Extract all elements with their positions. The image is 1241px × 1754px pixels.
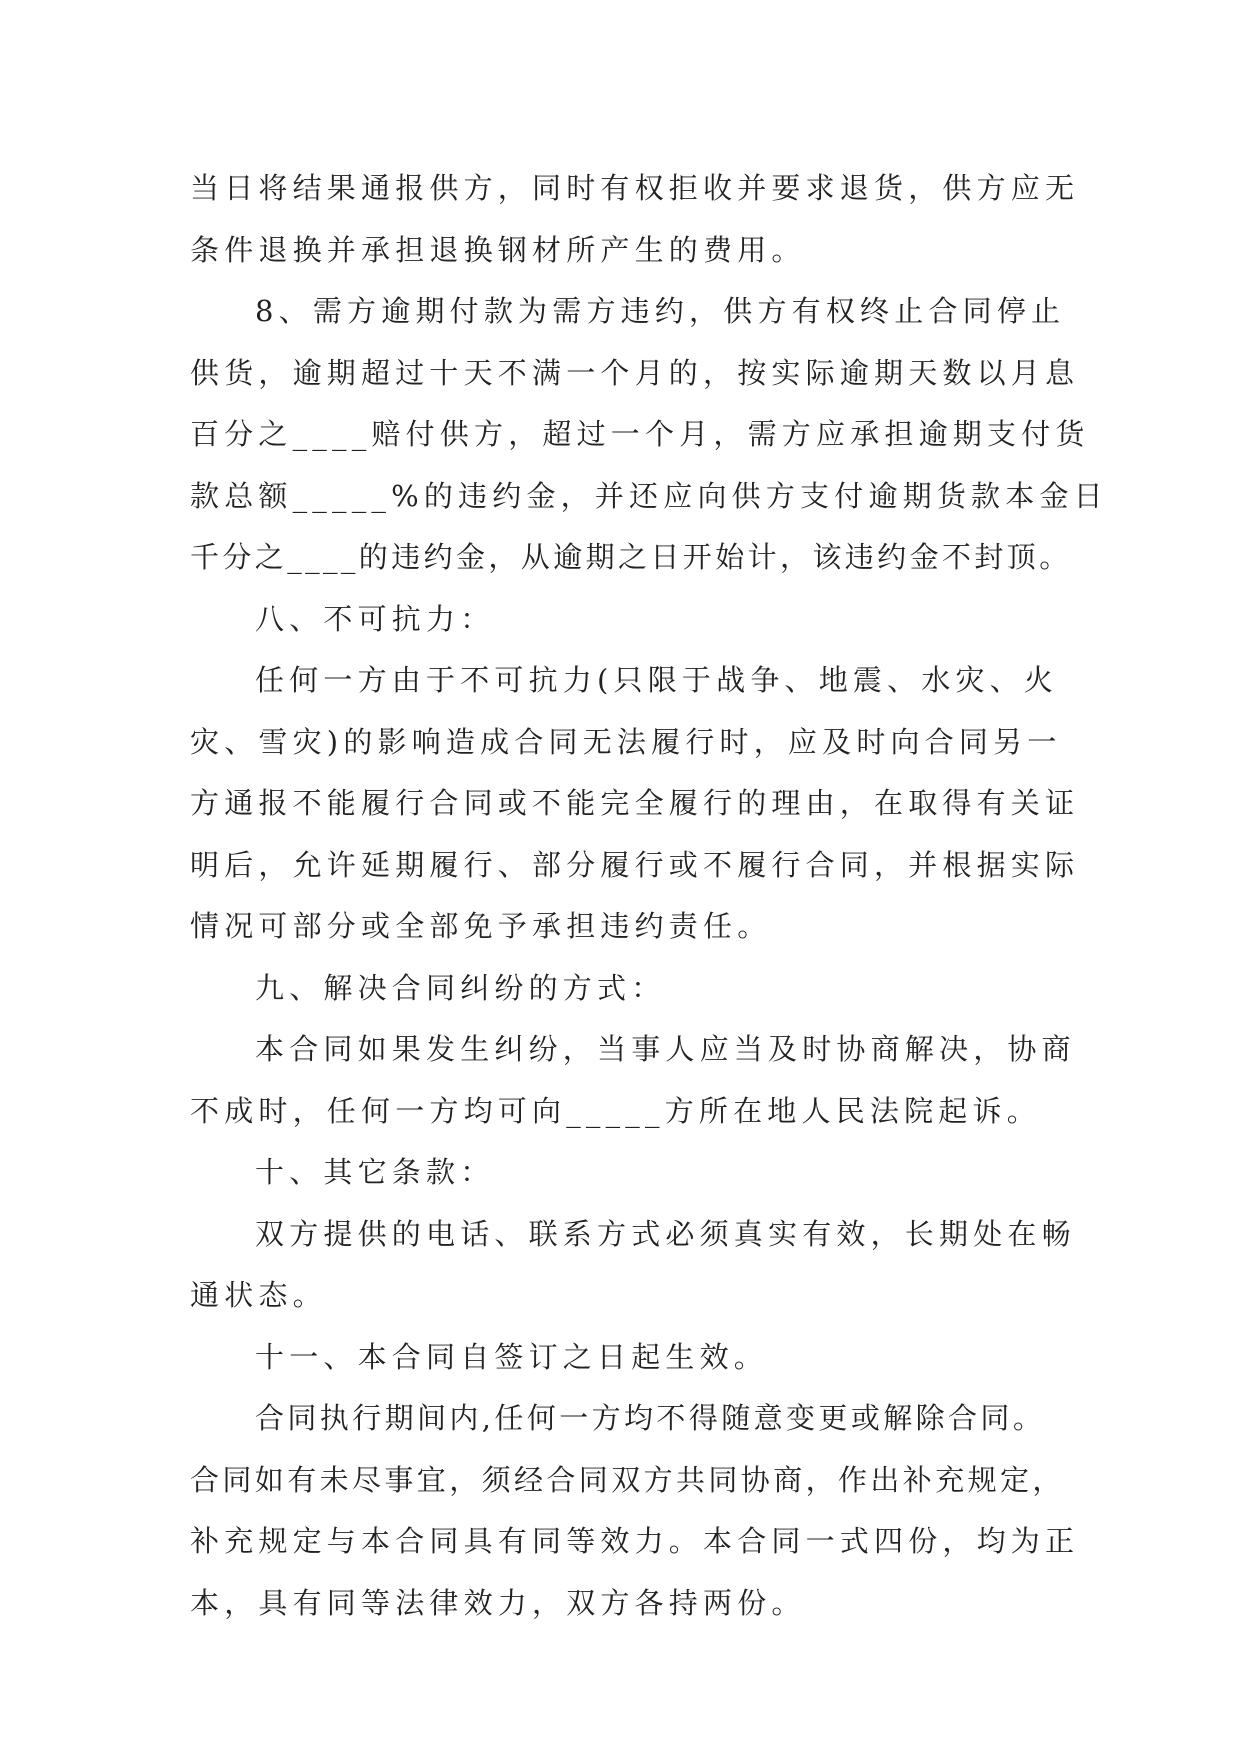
text-line: 情况可部分或全部免予承担违约责任。 (190, 909, 772, 943)
section-heading-8: 八、不可抗力： (255, 601, 495, 636)
text-line: 合同执行期间内,任何一方均不得随意变更或解除合同。 (255, 1401, 1046, 1435)
clause-8-line: 8、需方逾期付款为需方违约，供方有权终止合同停止 (255, 294, 1066, 328)
text-line: 合同如有未尽事宜，须经合同双方共同协商，作出补充规定， (190, 1462, 1065, 1497)
text-line: 明后，允许延期履行、部分履行或不履行合同，并根据实际 (190, 847, 1080, 882)
section-heading-11: 十一、本合同自签订之日起生效。 (255, 1339, 769, 1374)
text-line: 本合同如果发生纠纷，当事人应当及时协商解决，协商 (255, 1032, 1076, 1066)
text-line: 不成时，任何一方均可向_____方所在地人民法院起诉。 (190, 1093, 1041, 1128)
section-heading-10: 十、其它条款： (255, 1155, 495, 1189)
text-line: 百分之____赔付供方，超过一个月，需方应承担逾期支付货 (190, 417, 1090, 451)
text-line: 供货，逾期超过十天不满一个月的，按实际逾期天数以月息 (190, 355, 1080, 390)
text-line: 本，具有同等法律效力，双方各持两份。 (190, 1585, 806, 1620)
text-line: 双方提供的电话、联系方式必须真实有效，长期处在畅 (255, 1216, 1076, 1251)
text-line: 补充规定与本合同具有同等效力。本合同一式四份，均为正 (190, 1524, 1080, 1558)
text-line: 方通报不能履行合同或不能完全履行的理由，在取得有关证 (190, 786, 1080, 820)
text-line: 灾、雪灾)的影响造成合同无法履行时，应及时向合同另一 (190, 724, 1062, 759)
text-line: 通状态。 (190, 1278, 327, 1312)
text-line: 条件退换并承担退换钢材所产生的费用。 (190, 232, 806, 267)
text-line: 任何一方由于不可抗力(只限于战争、地震、水灾、火 (255, 663, 1059, 697)
text-line: 千分之____的违约金，从逾期之日开始计，该违约金不封顶。 (190, 540, 1072, 574)
document-body (190, 158, 1108, 1634)
text-line: 款总额_____%的违约金，并还应向供方支付逾期货款本金日 (190, 478, 1108, 513)
text-line: 当日将结果通报供方，同时有权拒收并要求退货，供方应无 (190, 171, 1080, 205)
section-heading-9: 九、解决合同纠纷的方式： (255, 970, 666, 1005)
